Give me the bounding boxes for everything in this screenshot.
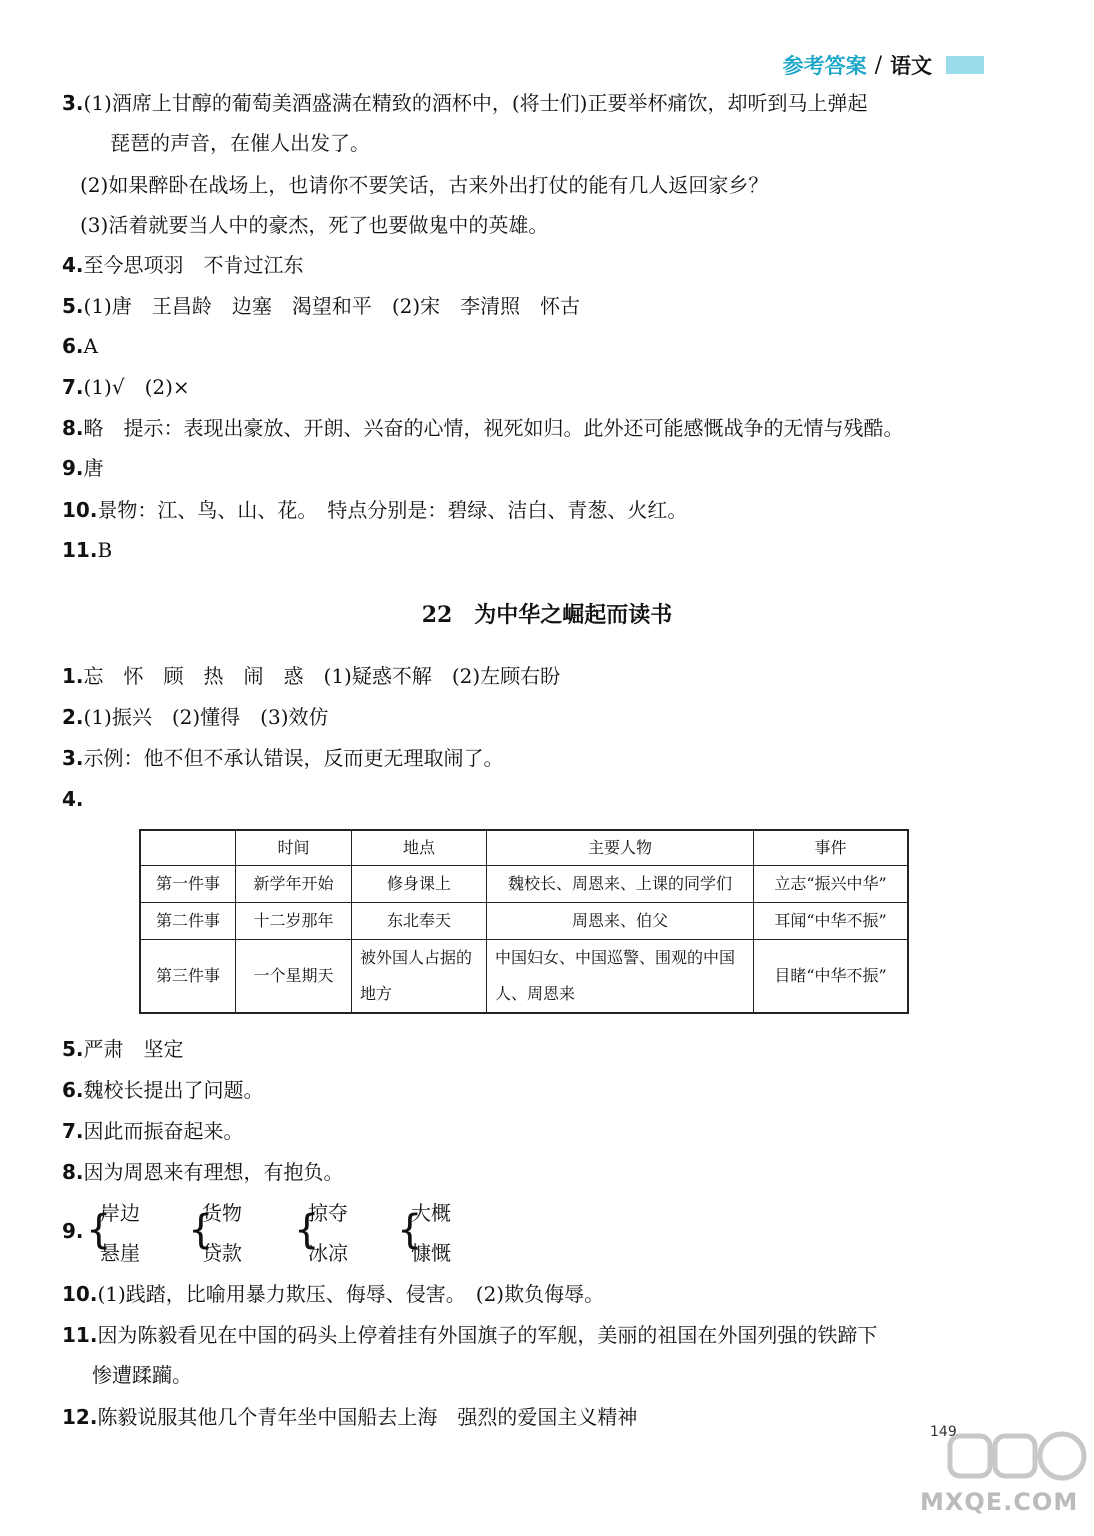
table-header-cell: 地点 xyxy=(352,830,487,866)
table-header-cell: 时间 xyxy=(236,830,352,866)
answer-line: 3.(1)酒席上甘醇的葡萄美酒盛满在精致的酒杯中，(将士们)正要举杯痛饮，却听到马上弹起 xyxy=(62,91,868,115)
answer-line: 8.略 提示：表现出豪放、开朗、兴奋的心情，视死如归。此外还可能感慨战争的无情与残酷。 xyxy=(62,416,904,440)
table-header-cell: 主要人物 xyxy=(487,830,754,866)
answer-line: 6.魏校长提出了问题。 xyxy=(62,1078,264,1102)
page-header xyxy=(783,50,984,80)
word-group-top: 掠夺 xyxy=(308,1201,348,1225)
table-cell: 新学年开始 xyxy=(236,866,352,903)
word-group-bottom: 冰凉 xyxy=(308,1241,348,1265)
watermark-text: MXQE.COM xyxy=(920,1488,1079,1516)
answer-line: 10.景物：江、鸟、山、花。 特点分别是：碧绿、洁白、青葱、火红。 xyxy=(62,498,688,522)
table-cell: 十二岁那年 xyxy=(236,903,352,940)
table-cell: 第二件事 xyxy=(140,903,236,940)
brace-icon: { xyxy=(188,1207,214,1253)
table-header-row xyxy=(140,830,908,866)
page-number: 149 xyxy=(930,1424,957,1440)
table-cell: 周恩来、伯父 xyxy=(487,903,754,940)
answer-line: 4. xyxy=(62,787,84,811)
table-header-cell: 事件 xyxy=(754,830,909,866)
brace-icon: { xyxy=(86,1207,112,1253)
table-cell: 中国妇女、中国巡警、围观的中国人、周恩来 xyxy=(487,940,754,1014)
header-slash: / xyxy=(874,52,882,78)
answer-line: 2.(1)振兴 (2)懂得 (3)效仿 xyxy=(62,705,329,729)
answer-line: 琵琶的声音，在催人出发了。 xyxy=(110,131,370,155)
answer-line: 惨遭蹂躏。 xyxy=(92,1363,192,1387)
word-group-top: 大概 xyxy=(411,1201,451,1225)
table-row xyxy=(140,866,908,903)
word-group-top: 货物 xyxy=(202,1201,242,1225)
table-cell: 耳闻“中华不振” xyxy=(754,903,909,940)
answer-line: 1.忘 怀 顾 热 闹 惑 (1)疑惑不解 (2)左顾右盼 xyxy=(62,664,561,688)
answer-line: 8.因为周恩来有理想，有抱负。 xyxy=(62,1160,344,1184)
word-group-bottom: 慷慨 xyxy=(411,1241,451,1265)
answer-line: 11.B xyxy=(62,538,113,562)
header-color-bar xyxy=(946,56,984,74)
brace-icon: { xyxy=(397,1207,423,1253)
answer-line: 10.(1)践踏，比喻用暴力欺压、侮辱、侵害。 (2)欺负侮辱。 xyxy=(62,1282,605,1306)
table-cell: 第三件事 xyxy=(140,940,236,1014)
answer-line: 3.示例：他不但不承认错误，反而更无理取闹了。 xyxy=(62,746,504,770)
table-cell: 修身课上 xyxy=(352,866,487,903)
word-group-bottom: 悬崖 xyxy=(100,1241,140,1265)
table-cell: 立志“振兴中华” xyxy=(754,866,909,903)
table-cell: 目睹“中华不振” xyxy=(754,940,909,1014)
table-cell: 魏校长、周恩来、上课的同学们 xyxy=(487,866,754,903)
answer-line: 7.因此而振奋起来。 xyxy=(62,1119,244,1143)
table-cell: 东北奉天 xyxy=(352,903,487,940)
section-title: 22 为中华之崛起而读书 xyxy=(421,602,673,628)
answer-line: (2)如果醉卧在战场上，也请你不要笑话，古来外出打仗的能有几人返回家乡？ xyxy=(80,173,769,197)
answer-line: 11.因为陈毅看见在中国的码头上停着挂有外国旗子的军舰，美丽的祖国在外国列强的铁蹄下 xyxy=(62,1323,878,1347)
table-row xyxy=(140,940,908,1014)
header-answer-label: 参考答案 xyxy=(782,53,867,78)
answer-line: 7.(1)√ (2)× xyxy=(62,375,190,399)
answer-line: 9.唐 xyxy=(62,456,104,480)
answer-line: 5.严肃 坚定 xyxy=(62,1037,184,1061)
answer-line: 4.至今思项羽 不肯过江东 xyxy=(62,253,304,277)
table-cell: 一个星期天 xyxy=(236,940,352,1014)
answer-line: 5.(1)唐 王昌龄 边塞 渴望和平 (2)宋 李清照 怀古 xyxy=(62,294,581,318)
table-cell: 第一件事 xyxy=(140,866,236,903)
table-cell: 被外国人占据的地方 xyxy=(352,940,487,1014)
word-group-top: 岸边 xyxy=(100,1201,140,1225)
answer-line: 6.A xyxy=(62,334,98,358)
header-subject: 语文 xyxy=(890,53,932,78)
events-table xyxy=(139,829,909,1014)
brace-icon: { xyxy=(294,1207,320,1253)
answer-line: 9. xyxy=(62,1219,84,1243)
table-row xyxy=(140,903,908,940)
answer-line: 12.陈毅说服其他几个青年坐中国船去上海 强烈的爱国主义精神 xyxy=(62,1405,638,1429)
table-header-cell xyxy=(140,830,236,866)
word-group-bottom: 贷款 xyxy=(202,1241,242,1265)
answer-line: (3)活着就要当人中的豪杰，死了也要做鬼中的英雄。 xyxy=(80,213,549,237)
